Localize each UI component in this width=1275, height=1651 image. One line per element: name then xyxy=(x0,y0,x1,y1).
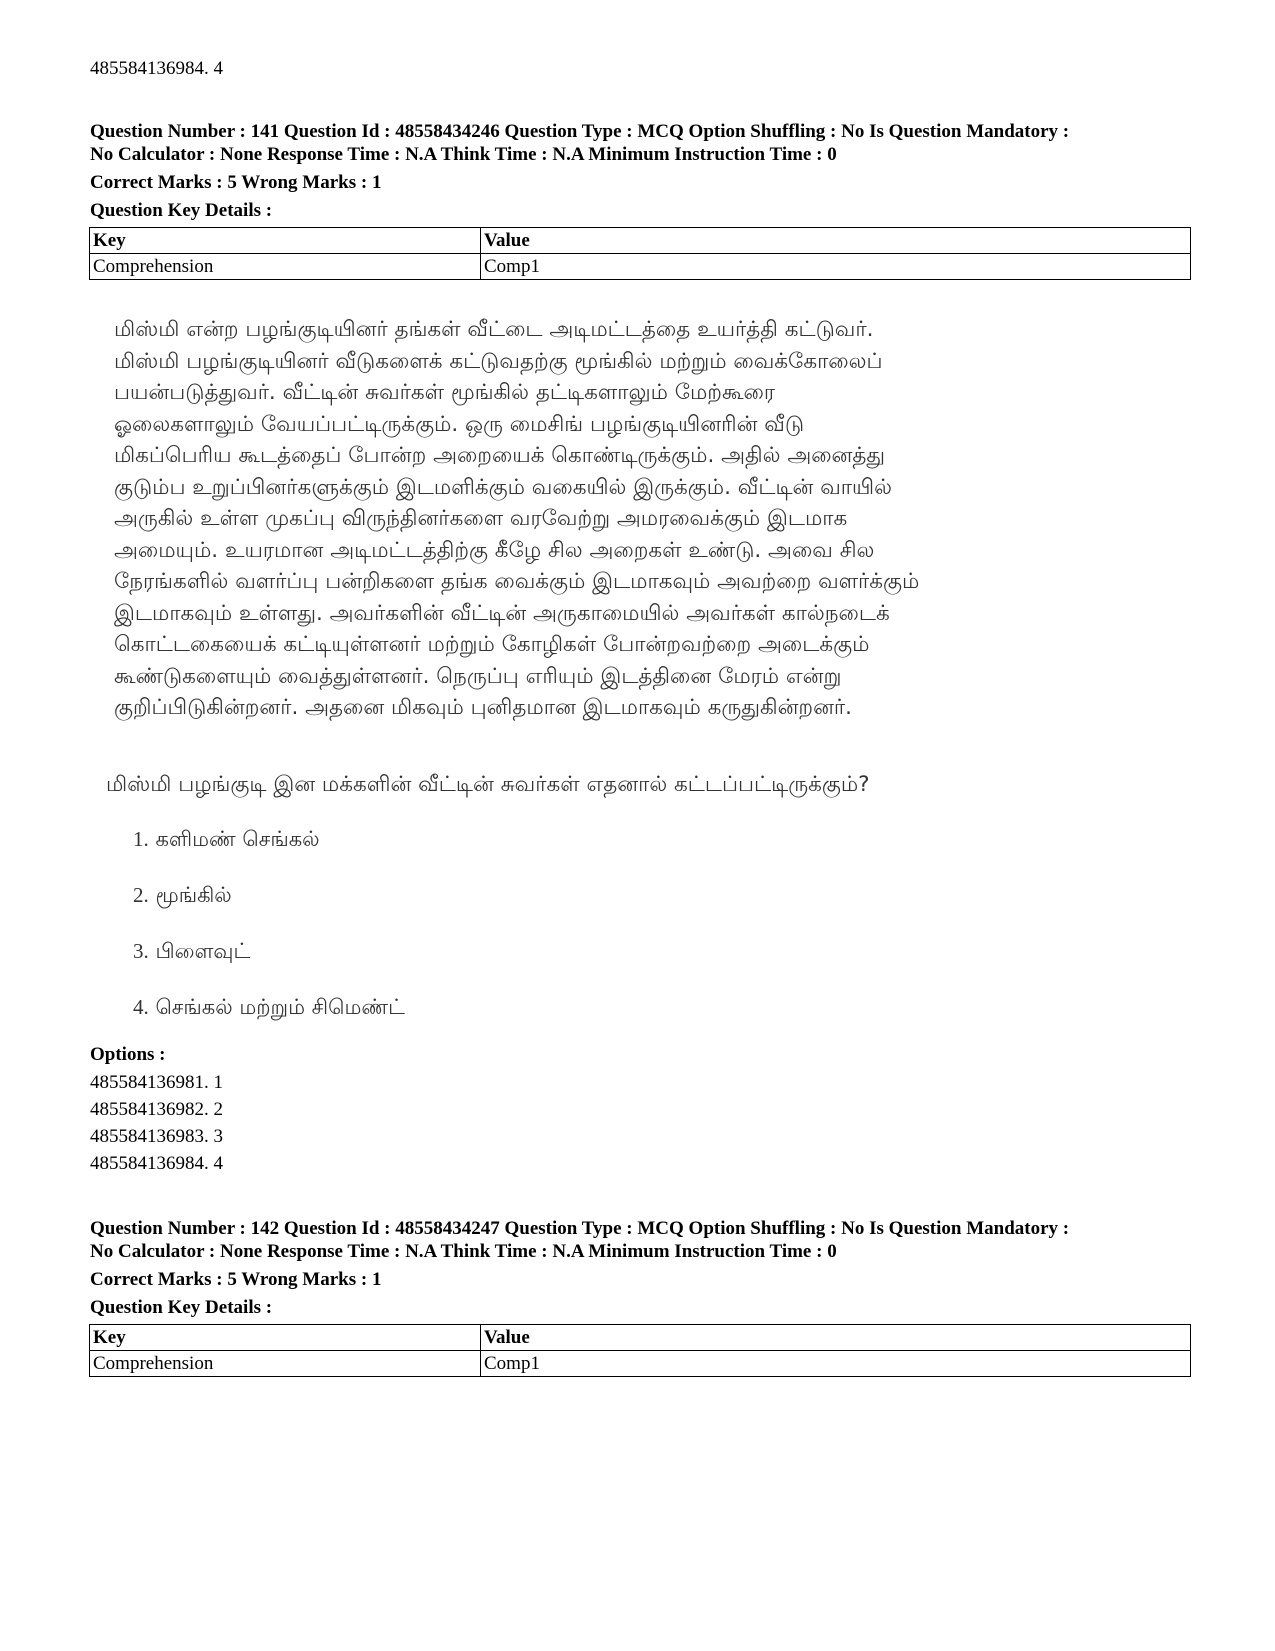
choice-number: 2. xyxy=(133,883,149,907)
choice-text: மூங்கில் xyxy=(155,883,232,907)
option-id-line: 485584136981. 1 xyxy=(90,1072,223,1093)
q141-marks: Correct Marks : 5 Wrong Marks : 1 xyxy=(90,172,382,193)
table-header-key: Key xyxy=(90,228,481,254)
choice-item xyxy=(133,995,405,1022)
q141-key-table xyxy=(89,227,1191,280)
q142-key-table xyxy=(89,1324,1191,1377)
passage-line: நேரங்களில் வளர்ப்பு பன்றிகளை தங்க வைக்கும் இடமாகவும் அவற்றை வளர்க்கும் xyxy=(114,569,920,594)
passage-line: இடமாகவும் உள்ளது. அவர்களின் வீட்டின் அருகாமையில் அவர்கள் கால்நடைக் xyxy=(114,600,890,626)
choice-item xyxy=(133,883,232,910)
passage-line: பயன்படுத்துவர். வீட்டின் சுவர்கள் மூங்கில் தட்டிகளாலும் மேற்கூரை xyxy=(114,380,775,405)
q141-header-line2: No Calculator : None Response Time : N.A Think Time : N.A Minimum Instruction Time : 0 xyxy=(90,144,837,165)
table-cell-value: Comp1 xyxy=(481,1351,1191,1377)
passage-line: அருகில் உள்ள முகப்பு விருந்தினர்களை வரவேற்று அமரவைக்கும் இடமாக xyxy=(114,506,848,531)
option-id-line: 485584136983. 3 xyxy=(90,1126,223,1147)
choice-text: பிளைவுட் xyxy=(155,939,251,963)
q141-key-details-label: Question Key Details : xyxy=(90,200,273,221)
choice-text: களிமண் செங்கல் xyxy=(155,827,320,851)
option-id-line: 485584136982. 2 xyxy=(90,1099,223,1120)
table-cell-value: Comp1 xyxy=(481,254,1191,280)
choice-item xyxy=(133,827,320,854)
passage-line: குடும்ப உறுப்பினர்களுக்கும் இடமளிக்கும் வகையில் இருக்கும். வீட்டின் வாயில் xyxy=(114,474,892,500)
table-row xyxy=(90,254,1191,280)
options-label: Options : xyxy=(90,1044,166,1065)
passage-line: குறிப்பிடுகின்றனர். அதனை மிகவும் புனிதமான இடமாகவும் கருதுகின்றனர். xyxy=(114,695,852,720)
comprehension-passage xyxy=(114,314,1224,724)
q141-header-line1: Question Number : 141 Question Id : 48558434246 Question Type : MCQ Option Shuffling : No Is Question Mandatory : xyxy=(90,121,1070,142)
choice-number: 4. xyxy=(133,995,149,1019)
q142-header-line2: No Calculator : None Response Time : N.A Think Time : N.A Minimum Instruction Time : 0 xyxy=(90,1241,837,1262)
choice-text: செங்கல் மற்றும் சிமெண்ட் xyxy=(155,995,405,1019)
passage-line: மிஸ்மி பழங்குடியினர் வீடுகளைக் கட்டுவதற்கு மூங்கில் மற்றும் வைக்கோலைப் xyxy=(114,348,883,374)
q142-marks: Correct Marks : 5 Wrong Marks : 1 xyxy=(90,1269,382,1290)
passage-line: ஓலைகளாலும் வேயப்பட்டிருக்கும். ஒரு மைசிங் பழங்குடியினரின் வீடு xyxy=(114,411,805,437)
q142-key-details-label: Question Key Details : xyxy=(90,1297,273,1318)
q142-header-line1: Question Number : 142 Question Id : 48558434247 Question Type : MCQ Option Shuffling : No Is Question Mandatory : xyxy=(90,1218,1070,1239)
table-header-value: Value xyxy=(481,228,1191,254)
choice-number: 3. xyxy=(133,939,149,963)
passage-line: அமையும். உயரமான அடிமட்டத்திற்கு கீழே சில அறைகள் உண்டு. அவை சில xyxy=(114,537,875,563)
prev-option-line: 485584136984. 4 xyxy=(90,58,223,79)
question-text: மிஸ்மி பழங்குடி இன மக்களின் வீட்டின் சுவர்கள் எதனால் கட்டப்பட்டிருக்கும்? xyxy=(106,772,870,797)
table-header-key: Key xyxy=(90,1325,481,1351)
passage-line: கூண்டுகளையும் வைத்துள்ளனர். நெருப்பு எரியும் இடத்தினை மேரம் என்று xyxy=(114,663,842,689)
choice-number: 1. xyxy=(133,827,149,851)
passage-line: மிகப்பெரிய கூடத்தைப் போன்ற அறையைக் கொண்டிருக்கும். அதில் அனைத்து xyxy=(114,443,886,468)
table-cell-key: Comprehension xyxy=(90,1351,481,1377)
option-id-line: 485584136984. 4 xyxy=(90,1153,223,1174)
table-row xyxy=(90,1351,1191,1377)
table-header-value: Value xyxy=(481,1325,1191,1351)
table-cell-key: Comprehension xyxy=(90,254,481,280)
choice-item xyxy=(133,939,250,966)
passage-line: மிஸ்மி என்ற பழங்குடியினர் தங்கள் வீட்டை அடிமட்டத்தை உயர்த்தி கட்டுவர். xyxy=(114,317,874,342)
table-header-row xyxy=(90,228,1191,254)
table-header-row xyxy=(90,1325,1191,1351)
passage-line: கொட்டகையைக் கட்டியுள்ளனர் மற்றும் கோழிகள் போன்றவற்றை அடைக்கும் xyxy=(114,632,870,657)
